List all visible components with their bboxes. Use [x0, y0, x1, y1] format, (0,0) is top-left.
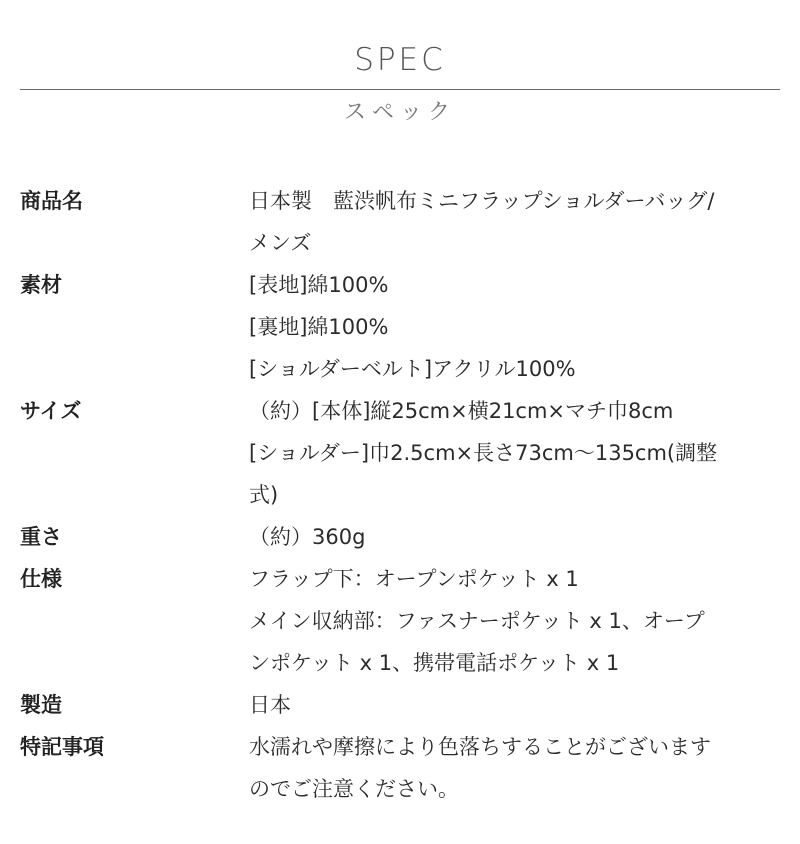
spec-value: [249, 516, 780, 558]
spec-value-line: 日本製 藍渋帆布ミニフラップショルダーバッグ/: [249, 189, 715, 213]
spec-value: [249, 180, 780, 264]
spec-header: [20, 0, 780, 130]
spec-row-product-name: [20, 180, 780, 264]
spec-value-line: メンズ: [249, 231, 312, 255]
spec-value-line: [表地]綿100%: [249, 273, 389, 297]
page-subtitle: スペック: [343, 100, 456, 125]
spec-value-line: フラップ下：オープンポケット x 1: [249, 567, 579, 591]
spec-row-size: [20, 390, 780, 516]
spec-value: [249, 264, 780, 390]
spec-value-line: メイン収納部：ファスナーポケット x 1、オープ: [249, 609, 705, 633]
spec-value-line: 式): [249, 483, 279, 507]
spec-table: [20, 180, 780, 810]
spec-value-line: 日本: [249, 693, 291, 717]
spec-label: サイズ: [20, 399, 82, 423]
spec-value: [249, 558, 780, 684]
spec-label: 重さ: [20, 525, 62, 549]
spec-value-line: [裏地]綿100%: [249, 315, 389, 339]
spec-value: [249, 684, 780, 726]
spec-value-line: （約）[本体]縦25cm×横21cm×マチ巾8cm: [249, 399, 674, 423]
title-divider: [20, 89, 780, 90]
spec-row-specification: [20, 558, 780, 684]
spec-value-line: [ショルダーベルト]アクリル100%: [249, 357, 576, 381]
spec-value-line: ンポケット x 1、携帯電話ポケット x 1: [249, 651, 620, 675]
spec-label: 特記事項: [20, 735, 104, 759]
page-title: SPEC: [354, 42, 446, 78]
spec-label: 素材: [20, 273, 62, 297]
spec-label: 商品名: [20, 189, 83, 213]
spec-value: [249, 726, 780, 810]
spec-value-line: のでご注意ください。: [249, 777, 459, 801]
spec-row-notes: [20, 726, 780, 810]
spec-label: 仕様: [20, 567, 62, 591]
spec-value: [249, 390, 780, 516]
spec-row-weight: [20, 516, 780, 558]
spec-label: 製造: [20, 693, 62, 717]
spec-value-line: 水濡れや摩擦により色落ちすることがございます: [249, 735, 711, 759]
spec-row-manufacture: [20, 684, 780, 726]
spec-row-material: [20, 264, 780, 390]
spec-value-line: [ショルダー]巾2.5cm×長さ73cm〜135cm(調整: [249, 441, 718, 465]
spec-value-line: （約）360g: [249, 525, 366, 549]
